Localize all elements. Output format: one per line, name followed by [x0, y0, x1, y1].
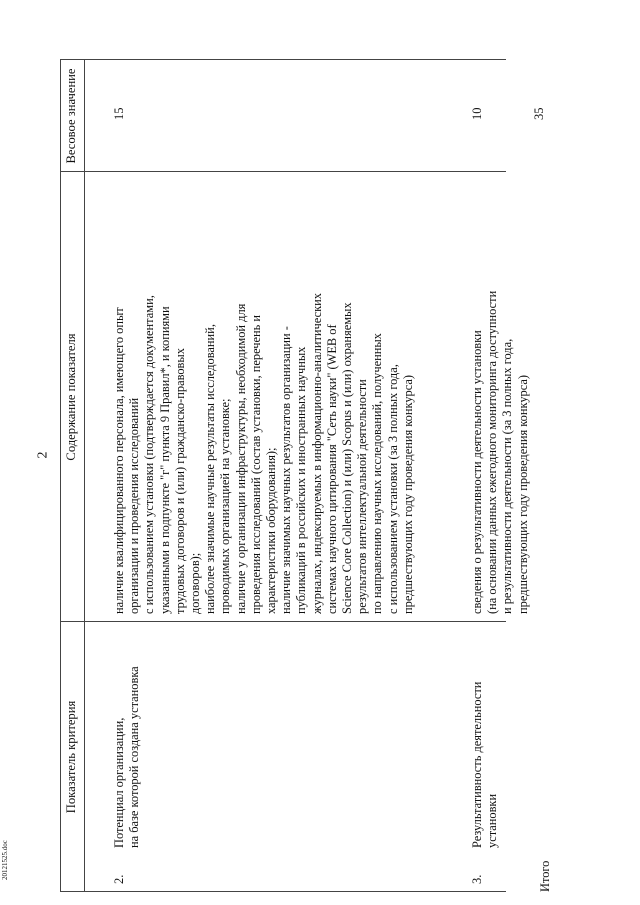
content-text: сведения о результативности деятельности установки (на основании данных ежегодного мониторинга доступности и результативности деятельности (за 3 полных года, предшествующих году проведения конкурса): [470, 290, 530, 614]
header-content: Содержание показателя: [64, 333, 78, 461]
content-text: наличие квалифицированного персонала, имеющего опыт организации и проведения исследований с использованием установки (подтверждается документами, указанными в подпункте "г" пункта 9 Правил*, и копиями трудовых договоров и (или) гражданско-правовых договоров); наиболее значимые научные результаты исследований, проводимых организацией на установке; наличие у организации инфраструктуры, необходимой для проведения исследований (состав установки, перечень и характеристики оборудования); наличие значимых научных результатов организации - публикаций в российских и иностранных научных журналах, индексируемых в информационно-аналитических системах научного цитирования "Сеть науки" (WEB of Science Core Collection) и (или) Scopus и (или) охраняемых результатов интеллектуальной деятельности по направлению научных исследований, полученных с использованием установки (за 3 полных года, предшествующих году проведения конкурса): [112, 293, 415, 614]
total-value: 35: [532, 107, 546, 120]
row-number: 2.: [112, 874, 126, 884]
row-number: 3.: [470, 874, 484, 884]
weight-value: 15: [112, 107, 126, 120]
page-number: 2: [35, 451, 51, 459]
table-header-border: [84, 60, 85, 892]
header-criterion: Показатель критерия: [64, 700, 78, 814]
column-divider: [60, 171, 506, 172]
table-right-border: [60, 59, 506, 60]
criteria-table: [60, 22, 610, 892]
header-weight: Весовое значение: [64, 68, 78, 164]
criterion-text: Результативность деятельности установки: [470, 681, 500, 848]
criterion-text: Потенциал организации, на базе которой создана установка: [112, 666, 142, 848]
total-label: Итого: [538, 860, 552, 892]
weight-value: 10: [470, 107, 484, 120]
column-divider: [60, 621, 506, 622]
table-left-border: [60, 891, 506, 892]
table-top-border: [60, 60, 61, 892]
document-code: 20121525.doc: [1, 840, 9, 880]
